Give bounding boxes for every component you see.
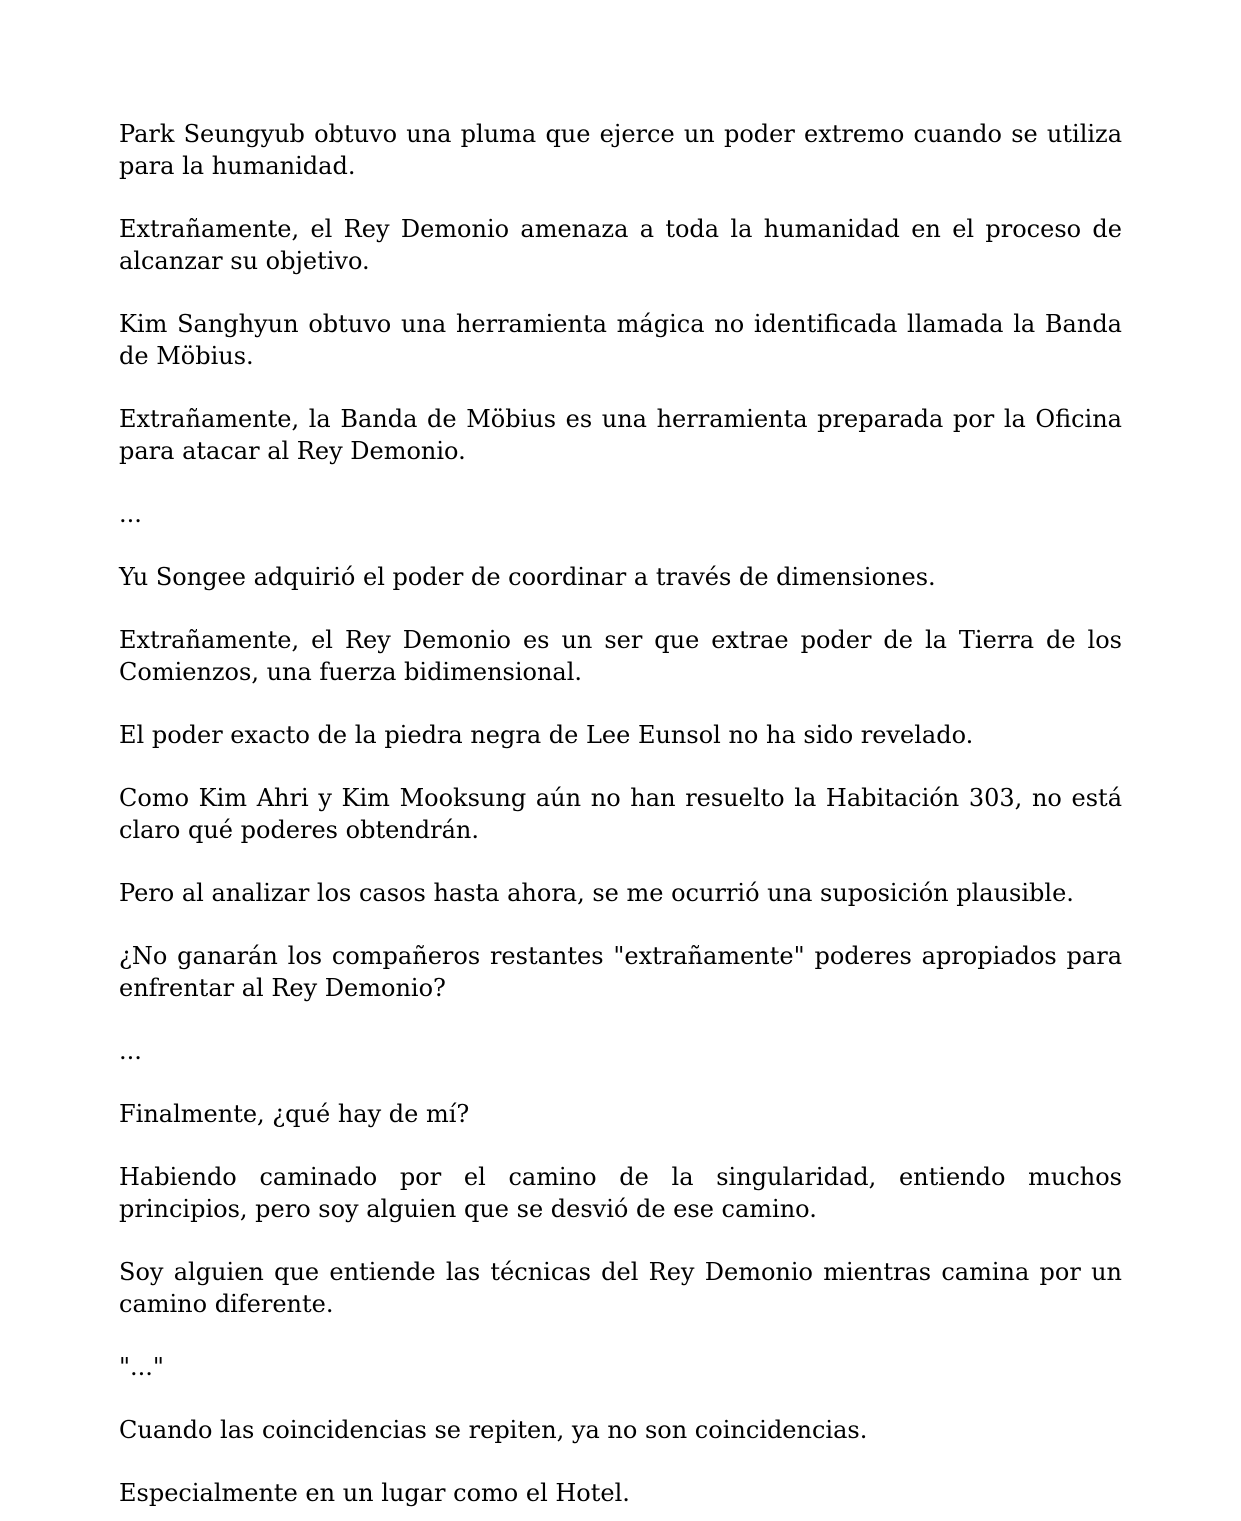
paragraph: Kim Sanghyun obtuvo una herramienta mágica no identificada llamada la Banda de Möbius.: [119, 310, 1122, 370]
paragraph: Pero al analizar los casos hasta ahora, se me ocurrió una suposición plausible.: [119, 879, 1074, 907]
paragraph: Park Seungyub obtuvo una pluma que ejerce un poder extremo cuando se utiliza para la humanidad.: [119, 120, 1122, 180]
paragraph: Especialmente en un lugar como el Hotel.: [119, 1479, 630, 1507]
paragraph: ¿No ganarán los compañeros restantes "extrañamente" poderes apropiados para enfrentar al Rey Demonio?: [119, 942, 1122, 1002]
paragraph: Cuando las coincidencias se repiten, ya no son coincidencias.: [119, 1416, 868, 1444]
paragraph: El poder exacto de la piedra negra de Lee Eunsol no ha sido revelado.: [119, 721, 974, 749]
paragraph: Extrañamente, el Rey Demonio es un ser que extrae poder de la Tierra de los Comienzos, una fuerza bidimensional.: [119, 626, 1122, 686]
paragraph: Extrañamente, el Rey Demonio amenaza a toda la humanidad en el proceso de alcanzar su objetivo.: [119, 215, 1122, 275]
paragraph: Habiendo caminado por el camino de la singularidad, entiendo muchos principios, pero soy alguien que se desvió de ese camino.: [119, 1163, 1122, 1223]
document-body: [119, 118, 1122, 1509]
ellipsis-paragraph: ...: [119, 500, 142, 528]
paragraph: Extrañamente, la Banda de Möbius es una herramienta preparada por la Oficina para atacar al Rey Demonio.: [119, 405, 1122, 465]
ellipsis-paragraph: ...: [119, 1037, 142, 1065]
dialogue-paragraph: "...": [119, 1353, 164, 1381]
paragraph: Finalmente, ¿qué hay de mí?: [119, 1100, 470, 1128]
paragraph: Como Kim Ahri y Kim Mooksung aún no han resuelto la Habitación 303, no está claro qué poderes obtendrán.: [119, 784, 1122, 844]
paragraph: Yu Songee adquirió el poder de coordinar a través de dimensiones.: [119, 563, 936, 591]
paragraph: Soy alguien que entiende las técnicas del Rey Demonio mientras camina por un camino diferente.: [119, 1258, 1122, 1318]
